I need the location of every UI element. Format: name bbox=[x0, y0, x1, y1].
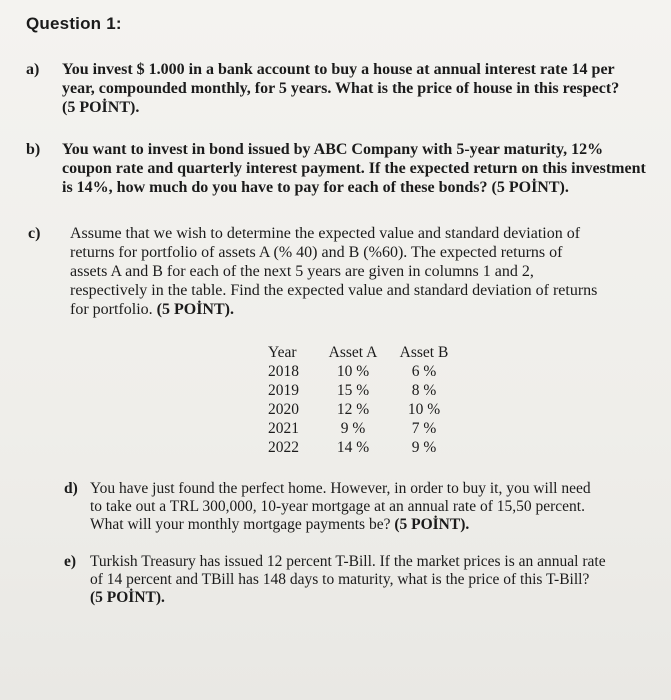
asset-a-cell: 14 % bbox=[336, 439, 370, 456]
question-a-label: a) bbox=[26, 61, 40, 78]
question-d-line: You have just found the perfect home. However, in order to buy it, you will need bbox=[90, 480, 591, 497]
asset-b-cell: 9 % bbox=[411, 439, 437, 456]
question-e-line: Turkish Treasury has issued 12 percent T-Bill. If the market prices is an annual rate bbox=[90, 553, 606, 570]
column-header-asset-b: Asset B bbox=[399, 344, 449, 361]
table-row bbox=[262, 381, 458, 400]
question-d bbox=[64, 480, 664, 540]
table-row bbox=[262, 419, 458, 438]
question-e-line: of 14 percent and TBill has 148 days to maturity, what is the price of this T-Bill? bbox=[90, 571, 590, 588]
question-d-line-last bbox=[90, 516, 664, 534]
column-header-asset-a: Asset A bbox=[328, 344, 378, 361]
year-cell: 2018 bbox=[268, 363, 299, 380]
question-d-line: What will your monthly mortgage payments be? bbox=[90, 516, 391, 533]
question-b-label: b) bbox=[26, 141, 41, 158]
question-e-text bbox=[90, 553, 664, 607]
question-b-line: coupon rate and quarterly interest payment. If the expected return on this investment bbox=[62, 160, 646, 177]
asset-b-cell: 8 % bbox=[411, 382, 437, 399]
question-a-text bbox=[62, 60, 658, 117]
question-e-label: e) bbox=[64, 553, 77, 570]
returns-table bbox=[262, 343, 458, 457]
question-c-line-last bbox=[70, 300, 654, 319]
question-a-line: (5 POİNT). bbox=[62, 99, 140, 116]
year-cell: 2020 bbox=[268, 401, 299, 418]
question-a-line: year, compounded monthly, for 5 years. What is the price of house in this respect? bbox=[62, 80, 620, 97]
table-header-row bbox=[262, 343, 458, 362]
asset-b-cell: 10 % bbox=[407, 401, 441, 418]
question-c-line: respectively in the table. Find the expected value and standard deviation of returns bbox=[70, 282, 598, 299]
asset-b-cell: 7 % bbox=[411, 420, 437, 437]
question-c-label: c) bbox=[28, 225, 41, 242]
year-cell: 2019 bbox=[268, 382, 299, 399]
question-a-line: You invest $ 1.000 in a bank account to buy a house at annual interest rate 14 per bbox=[62, 61, 615, 78]
question-e bbox=[64, 553, 664, 613]
question-b-text bbox=[62, 140, 658, 197]
question-c-line: returns for portfolio of assets A (% 40) and B (%60). The expected returns of bbox=[70, 244, 563, 261]
table-row bbox=[262, 438, 458, 457]
year-cell: 2022 bbox=[268, 439, 299, 456]
question-b-line: is 14%, how much do you have to pay for each of these bonds? (5 POİNT). bbox=[62, 179, 569, 196]
asset-a-cell: 9 % bbox=[340, 420, 366, 437]
question-c-points: (5 POİNT). bbox=[156, 301, 234, 318]
question-d-points: (5 POİNT). bbox=[394, 516, 470, 533]
asset-a-cell: 15 % bbox=[336, 382, 370, 399]
question-c-line: for portfolio. bbox=[70, 301, 153, 318]
question-b-line: You want to invest in bond issued by ABC Company with 5-year maturity, 12% bbox=[62, 141, 604, 158]
year-cell: 2021 bbox=[268, 420, 299, 437]
question-c bbox=[28, 224, 658, 324]
question-c-text bbox=[70, 224, 654, 319]
table-row bbox=[262, 362, 458, 381]
question-b bbox=[26, 140, 656, 200]
question-c-line: assets A and B for each of the next 5 years are given in columns 1 and 2, bbox=[70, 263, 534, 280]
question-d-label: d) bbox=[64, 480, 78, 497]
asset-a-cell: 10 % bbox=[336, 363, 370, 380]
question-c-line: Assume that we wish to determine the expected value and standard deviation of bbox=[70, 225, 581, 242]
question-e-line: (5 POİNT). bbox=[90, 589, 165, 606]
column-header-year: Year bbox=[268, 344, 297, 361]
question-d-line: to take out a TRL 300,000, 10-year mortgage at an annual rate of 15,50 percent. bbox=[90, 498, 585, 515]
question-heading: Question 1: bbox=[26, 14, 122, 33]
table-row bbox=[262, 400, 458, 419]
question-d-text bbox=[90, 480, 664, 534]
asset-a-cell: 12 % bbox=[336, 401, 370, 418]
asset-b-cell: 6 % bbox=[411, 363, 437, 380]
question-a bbox=[26, 60, 656, 120]
